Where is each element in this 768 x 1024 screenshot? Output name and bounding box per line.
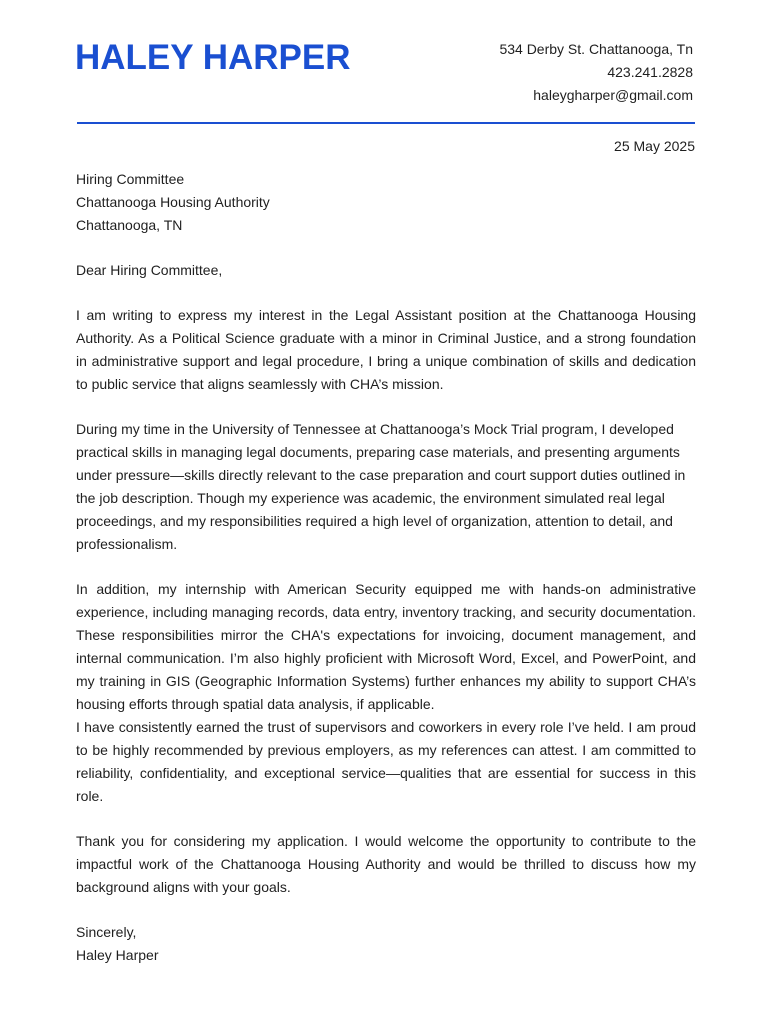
paragraph-3: In addition, my internship with American Security equipped me with hands-on administrative experience, including managing records, data entry, inventory tracking, and security documentation. These responsibilities mirror the CHA's expectations for invoicing, document management, and internal communication. I’m also highly proficient with Microsoft Word, Excel, and PowerPoint, and my training in GIS (Geographic Information Systems) further enhances my ability to support CHA’s housing efforts through spatial data analysis, if applicable. bbox=[76, 581, 696, 712]
letter-body bbox=[76, 168, 696, 967]
recipient-line: Chattanooga, TN bbox=[76, 217, 183, 233]
salutation: Dear Hiring Committee, bbox=[76, 262, 223, 278]
contact-email: haleygharper@gmail.com bbox=[533, 87, 693, 103]
letter-date: 25 May 2025 bbox=[614, 138, 695, 154]
applicant-name: HALEY HARPER bbox=[75, 38, 351, 77]
recipient-block bbox=[76, 168, 696, 237]
recipient-line: Chattanooga Housing Authority bbox=[76, 194, 270, 210]
paragraph-5: Thank you for considering my application. I would welcome the opportunity to contribute to the impactful work of the Chattanooga Housing Authority and would be thrilled to discuss how my background aligns with your goals. bbox=[76, 833, 696, 895]
contact-address: 534 Derby St. Chattanooga, Tn bbox=[499, 41, 693, 57]
closing: Sincerely, bbox=[76, 924, 137, 940]
contact-info bbox=[499, 38, 693, 107]
signature-name: Haley Harper bbox=[76, 947, 159, 963]
recipient-line: Hiring Committee bbox=[76, 171, 185, 187]
paragraph-1: I am writing to express my interest in the Legal Assistant position at the Chattanooga Housing Authority. As a Political Science graduate with a minor in Criminal Justice, and a strong foundation in administrative support and legal procedure, I bring a unique combination of skills and dedication to public service that aligns seamlessly with CHA’s mission. bbox=[76, 307, 696, 392]
paragraph-4: I have consistently earned the trust of supervisors and coworkers in every role I’ve held. I am proud to be highly recommended by previous employers, as my references can attest. I am committed to reliability, confidentiality, and exceptional service—qualities that are essential for success in this role. bbox=[76, 719, 696, 804]
header-divider bbox=[77, 122, 695, 124]
paragraph-2: During my time in the University of Tennessee at Chattanooga’s Mock Trial program, I developed practical skills in managing legal documents, preparing case materials, and presenting arguments under pressure—skills directly relevant to the case preparation and court support duties outlined in the job description. Though my experience was academic, the environment simulated real legal proceedings, and my responsibilities required a high level of organization, attention to detail, and professionalism. bbox=[76, 421, 686, 552]
contact-phone: 423.241.2828 bbox=[607, 64, 693, 80]
